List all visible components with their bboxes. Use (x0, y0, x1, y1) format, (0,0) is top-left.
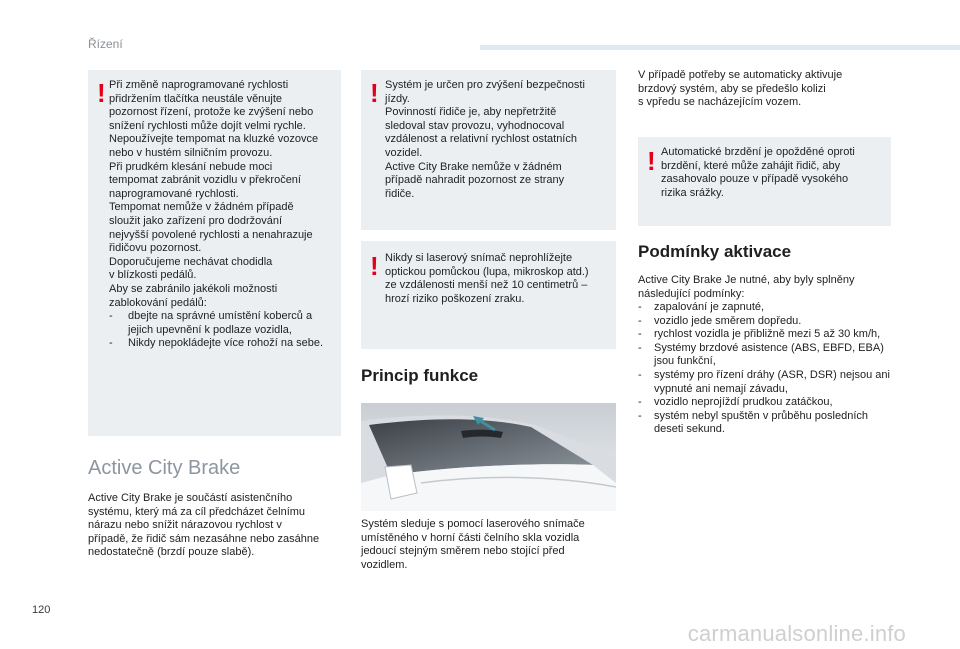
section-heading-principle: Princip funkce (361, 366, 479, 385)
warning-box-delayed-braking (638, 137, 891, 226)
exclamation-mark-icon: ! (370, 78, 379, 108)
warning-text: Nikdy si laserový snímač neprohlížejte optickou pomůckou (lupa, mikroskop atd.) ze vzdálenosti menší než 10 centimetrů – hrozí riziko poškození zraku. (385, 252, 589, 305)
list-item: - Systémy brzdové asistence (ABS, EBFD, EBA) jsou funkční, (638, 342, 900, 369)
auto-brake-paragraph: V případě potřeby se automaticky aktivuje brzdový systém, aby se předešlo kolizi s vpředu se nacházejícím vozem. (638, 69, 843, 109)
exclamation-mark-icon: ! (97, 78, 106, 108)
warning-text: Automatické brzdění je opožděné oproti brzdění, které může zahájit řidič, aby zasahovalo pouze v případě vysokého rizika srážky. (661, 146, 855, 199)
list-item: - systém nebyl spuštěn v průběhu posledních deseti sekund. (638, 410, 900, 437)
warning-text: Při změně naprogramované rychlosti přidržením tlačítka neustále věnujte pozornost řízení, protože ke zvýšení nebo snížení rychlosti může dojít velmi rychle. Nepoužívejte tempomat na kluzké vozovce nebo v hustém silničním provozu. Při prudkém klesání nebude moci tempomat zabránit vozidlu v překročení naprogramované rychlosti. Tempomat nemůže v žádném případě sloužit jako zařízení pro dodržování nejvyšší povolené rychlosti a nenahrazuje řidičovu pozornost. Doporučujeme nechávat chodidla v blízkosti pedálů. Aby se zabránilo jakékoli možnosti zablokování pedálů: (109, 79, 319, 309)
list-item: - rychlost vozidla je přibližně mezi 5 až 30 km/h, (638, 328, 900, 342)
list-item: - zapalování je zapnuté, (638, 301, 900, 315)
watermark: carmanualsonline.info (687, 621, 906, 646)
windshield-laser-sensor-illustration (361, 403, 616, 511)
warning-text: Systém je určen pro zvýšení bezpečnosti jízdy. Povinností řidiče je, aby nepřetržitě sledoval stav provozu, vyhodnocoval vzdálenost a relativní rychlost ostatních vozidel. Active City Brake nemůže v žádném případě nahradit pozornost ze strany řidiče. (385, 79, 585, 200)
header-bar (480, 45, 960, 50)
warning-box-safety (361, 70, 616, 230)
conditions-intro: Active City Brake Je nutné, aby byly splněny následující podmínky: (638, 274, 855, 300)
list-item: - systémy pro řízení dráhy (ASR, DSR) nejsou ani vypnuté ani nemají závadu, (638, 369, 900, 396)
warning-box-cruise-control (88, 70, 341, 436)
exclamation-mark-icon: ! (647, 146, 656, 176)
exclamation-mark-icon: ! (370, 251, 379, 281)
principle-paragraph: Systém sleduje s pomocí laserového snímače umístěného v horní části čelního skla vozidla jedoucí stejným směrem nebo stojící před vozidlem. (361, 518, 585, 571)
windshield-illustration-svg (361, 403, 616, 511)
conditions-list (638, 301, 900, 437)
warning-bullets (88, 310, 341, 351)
section-heading-conditions: Podmínky aktivace (638, 242, 792, 261)
list-item: - Nikdy nepokládejte více rohoží na sebe. (109, 337, 333, 351)
section-heading-active-city-brake: Active City Brake (88, 457, 241, 479)
list-item: - vozidlo neprojíždí prudkou zatáčkou, (638, 396, 900, 410)
list-item: - vozidlo jede směrem dopředu. (638, 315, 900, 329)
section-title: Řízení (88, 37, 123, 51)
list-item: - dbejte na správné umístění koberců a jejich upevnění k podlaze vozidla, (109, 310, 333, 337)
intro-paragraph: Active City Brake je součástí asistenčního systému, který má za cíl předcházet čelnímu nárazu nebo snížit nárazovou rychlost v případě, že řidič sám nezasáhne nebo zasáhne nedostatečně (brzdí pouze slabě). (88, 492, 320, 559)
warning-box-laser (361, 241, 616, 349)
page-number: 120 (32, 604, 51, 616)
